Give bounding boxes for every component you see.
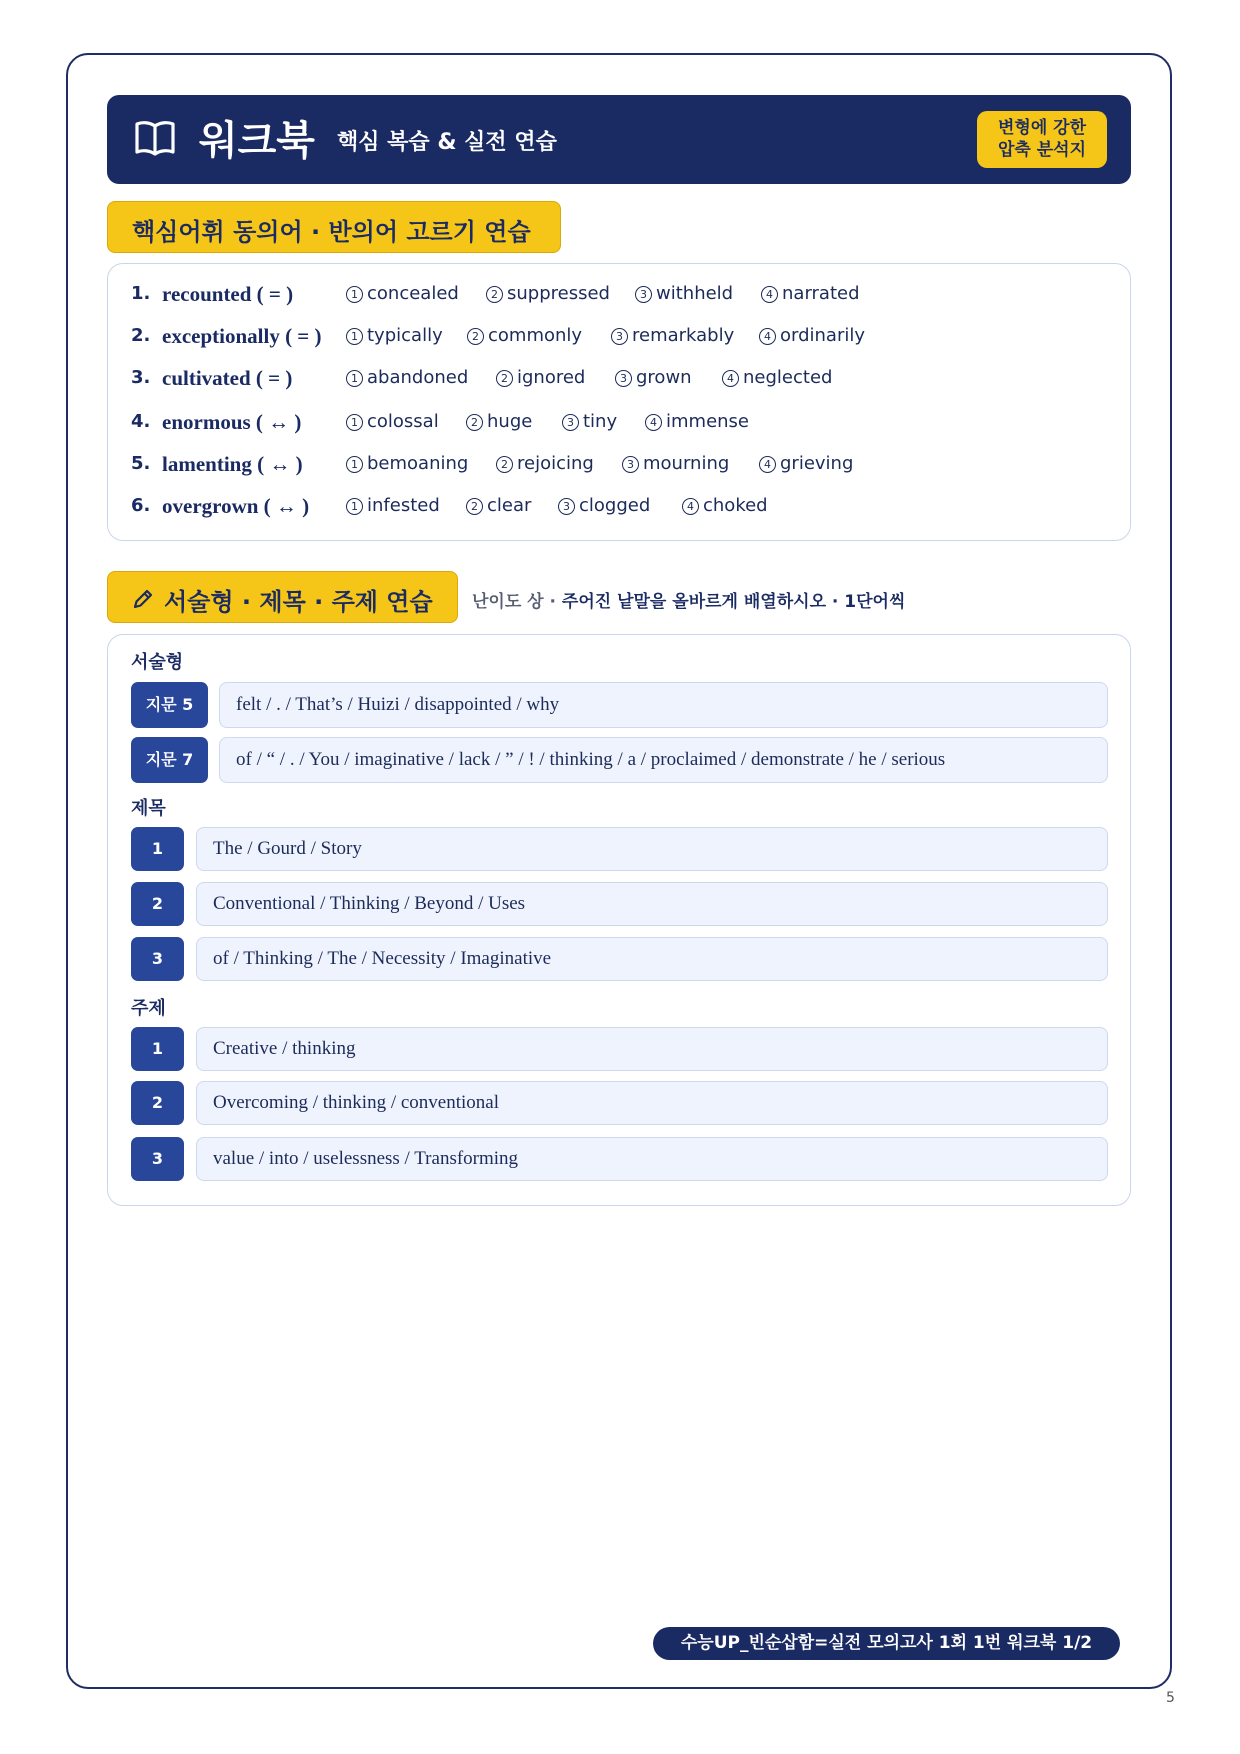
target-word: overgrown ( ↔ ) <box>162 494 310 518</box>
target-word: recounted ( = ) <box>162 282 294 306</box>
answer-option[interactable] <box>466 495 531 516</box>
option-text: clear <box>487 495 532 516</box>
option-text: tiny <box>583 411 618 432</box>
option-number-marker: 2 <box>467 328 484 345</box>
option-number-marker: 1 <box>346 414 363 431</box>
answer-option[interactable] <box>496 367 585 388</box>
question-number: 1. <box>131 283 151 304</box>
question-number: 2. <box>131 325 151 346</box>
badge-line: 변형에 강한 <box>997 118 1087 138</box>
answer-option[interactable] <box>759 453 853 474</box>
option-text: bemoaning <box>367 453 469 474</box>
answer-option[interactable] <box>611 325 734 346</box>
practice-heading-text: 서술형 · 제목 · 주제 연습 <box>164 588 433 616</box>
option-number-marker: 2 <box>496 370 513 387</box>
option-text: commonly <box>488 325 583 346</box>
title-label: 제목 <box>131 798 166 819</box>
vocab-question <box>131 282 1031 312</box>
option-text: choked <box>703 495 768 516</box>
option-number-marker: 3 <box>635 286 652 303</box>
answer-option[interactable] <box>682 495 768 516</box>
vocab-question <box>131 366 1031 396</box>
option-number-marker: 4 <box>722 370 739 387</box>
option-text: suppressed <box>507 283 610 304</box>
answer-option[interactable] <box>558 495 650 516</box>
page-title: 워크북 <box>199 118 315 164</box>
practice-section-heading <box>107 571 458 623</box>
answer-option[interactable] <box>622 453 729 474</box>
answer-option[interactable] <box>466 411 532 432</box>
option-text: abandoned <box>367 367 469 388</box>
theme-label: 주제 <box>131 998 166 1019</box>
difficulty-label: 난이도 상 · <box>472 592 562 612</box>
option-number-marker: 3 <box>622 456 639 473</box>
answer-option[interactable] <box>346 411 439 432</box>
essay-label: 서술형 <box>131 652 184 673</box>
option-number-marker: 2 <box>466 414 483 431</box>
theme-number: 1 <box>131 1027 184 1071</box>
vocab-question <box>131 324 1031 354</box>
option-number-marker: 3 <box>615 370 632 387</box>
theme-answer-box[interactable]: value / into / uselessness / Transforming <box>196 1137 1108 1181</box>
option-text: ordinarily <box>780 325 866 346</box>
option-text: withheld <box>656 283 734 304</box>
passage-tag: 지문 5 <box>131 682 208 728</box>
answer-option[interactable] <box>761 283 860 304</box>
answer-option[interactable] <box>346 367 468 388</box>
essay-answer-box[interactable]: of / “ / . / You / imaginative / lack / ” / ! / thinking / a / proclaimed / demonstrate / he / serious <box>219 737 1108 783</box>
pencil-icon <box>132 588 154 610</box>
title-answer-box[interactable]: of / Thinking / The / Necessity / Imaginative <box>196 937 1108 981</box>
answer-option[interactable] <box>759 325 865 346</box>
option-number-marker: 1 <box>346 370 363 387</box>
theme-answer-box[interactable]: Creative / thinking <box>196 1027 1108 1071</box>
option-number-marker: 3 <box>611 328 628 345</box>
question-number: 6. <box>131 495 151 516</box>
answer-option[interactable] <box>496 453 594 474</box>
option-text: huge <box>487 411 533 432</box>
workbook-header <box>107 95 1131 184</box>
option-text: grieving <box>780 453 854 474</box>
answer-option[interactable] <box>346 453 468 474</box>
option-text: grown <box>636 367 692 388</box>
target-word: lamenting ( ↔ ) <box>162 452 303 476</box>
option-text: remarkably <box>632 325 735 346</box>
option-number-marker: 1 <box>346 328 363 345</box>
question-number: 4. <box>131 411 151 432</box>
answer-option[interactable] <box>645 411 749 432</box>
answer-option[interactable] <box>615 367 692 388</box>
option-number-marker: 4 <box>759 328 776 345</box>
practice-instruction <box>472 587 905 612</box>
header-badge <box>977 111 1107 168</box>
passage-tag: 지문 7 <box>131 737 208 783</box>
page-subtitle: 핵심 복습 & 실전 연습 <box>337 130 557 155</box>
badge-line: 압축 분석지 <box>997 140 1087 160</box>
essay-answer-box[interactable]: felt / . / That’s / Huizi / disappointed / why <box>219 682 1108 728</box>
option-number-marker: 1 <box>346 286 363 303</box>
title-answer-box[interactable]: The / Gourd / Story <box>196 827 1108 871</box>
theme-number: 3 <box>131 1137 184 1181</box>
title-number: 3 <box>131 937 184 981</box>
theme-number: 2 <box>131 1081 184 1125</box>
target-word: enormous ( ↔ ) <box>162 410 302 434</box>
target-word: exceptionally ( = ) <box>162 324 322 348</box>
title-number: 2 <box>131 882 184 926</box>
option-text: neglected <box>743 367 833 388</box>
question-number: 5. <box>131 453 151 474</box>
answer-option[interactable] <box>722 367 832 388</box>
answer-option[interactable] <box>635 283 733 304</box>
theme-answer-box[interactable]: Overcoming / thinking / conventional <box>196 1081 1108 1125</box>
option-number-marker: 1 <box>346 498 363 515</box>
page-number: 5 <box>1166 1690 1175 1706</box>
vocab-question <box>131 494 1031 524</box>
answer-option[interactable] <box>562 411 617 432</box>
option-text: immense <box>666 411 750 432</box>
option-text: infested <box>367 495 440 516</box>
option-text: concealed <box>367 283 459 304</box>
option-text: mourning <box>643 453 730 474</box>
option-number-marker: 2 <box>466 498 483 515</box>
footer-pill: 수능UP_빈순삽함=실전 모의고사 1회 1번 워크북 1/2 <box>653 1627 1120 1660</box>
answer-option[interactable] <box>346 325 443 346</box>
option-number-marker: 2 <box>496 456 513 473</box>
option-number-marker: 4 <box>645 414 662 431</box>
option-number-marker: 1 <box>346 456 363 473</box>
title-number: 1 <box>131 827 184 871</box>
answer-option[interactable] <box>346 495 440 516</box>
title-answer-box[interactable]: Conventional / Thinking / Beyond / Uses <box>196 882 1108 926</box>
option-number-marker: 4 <box>682 498 699 515</box>
option-number-marker: 3 <box>558 498 575 515</box>
option-text: typically <box>367 325 443 346</box>
option-text: clogged <box>579 495 651 516</box>
instruction-text: 주어진 낱말을 올바르게 배열하시오 · 1단어씩 <box>561 592 906 612</box>
target-word: cultivated ( = ) <box>162 366 293 390</box>
option-number-marker: 4 <box>761 286 778 303</box>
vocab-section-heading: 핵심어휘 동의어 · 반의어 고르기 연습 <box>107 201 561 253</box>
vocab-question <box>131 410 1031 440</box>
answer-option[interactable] <box>467 325 582 346</box>
option-text: rejoicing <box>517 453 594 474</box>
question-number: 3. <box>131 367 151 388</box>
answer-option[interactable] <box>346 283 459 304</box>
answer-option[interactable] <box>486 283 610 304</box>
option-text: narrated <box>782 283 860 304</box>
book-icon <box>135 120 175 156</box>
option-text: ignored <box>517 367 586 388</box>
option-text: colossal <box>367 411 439 432</box>
option-number-marker: 4 <box>759 456 776 473</box>
option-number-marker: 2 <box>486 286 503 303</box>
vocab-question <box>131 452 1031 482</box>
option-number-marker: 3 <box>562 414 579 431</box>
